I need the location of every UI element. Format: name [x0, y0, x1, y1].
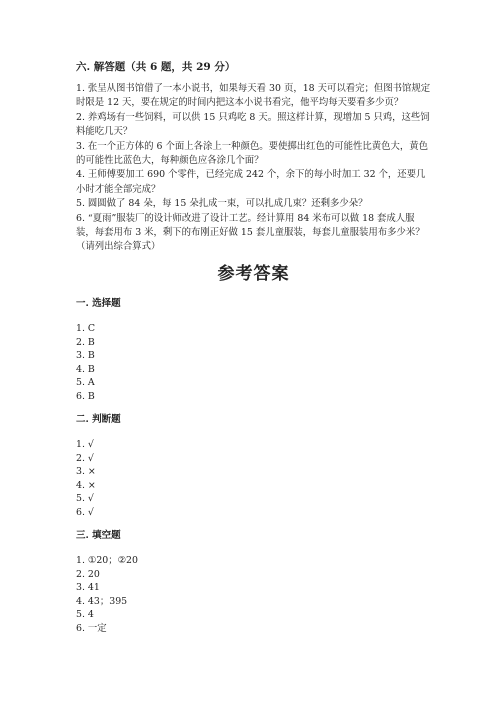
judge-section-title: 二. 判断题: [76, 414, 121, 425]
choice-answer-1: 1. C: [76, 323, 96, 334]
judge-answer-1: 1. √: [76, 439, 94, 450]
question-2: 2. 养鸡场有一些饲料，可以供 15 只鸡吃 8 天。照这样计算，现增加 5 只鸡，这些饲料能吃几天？: [76, 111, 430, 138]
question-4: 4. 王师傅要加工 690 个零件，已经完成 242 个，余下的每小时加工 32 个，还要几小时才能全部完成？: [76, 169, 426, 195]
judge-answer-6: 6. √: [76, 506, 94, 518]
judge-answer-list: [76, 438, 96, 520]
answer-key-heading: 参考答案: [217, 264, 290, 284]
choice-section-title: 一. 选择题: [76, 298, 121, 309]
section-6-title: 六. 解答题（共 6 题，共 29 分）: [76, 61, 236, 73]
fill-answer-1: 1. ①20；②20: [76, 555, 138, 566]
fill-answer-3: 3. 41: [76, 582, 100, 594]
fill-answer-list: [76, 554, 138, 636]
judge-answer-4: 4. ×: [76, 479, 96, 491]
question-6: 6. “夏雨”服装厂的设计师改进了设计工艺。经计算用 84 米布可以做 18 套成人服装，每套用布 3 米，剩下的布刚正好做 15 套儿童服装，每套儿童服装用布多少米？（请列出综合算式）: [76, 212, 425, 253]
fill-answer-5: 5. 4: [76, 609, 94, 621]
choice-answer-3: 3. B: [76, 350, 95, 362]
judge-answer-2: 2. √: [76, 452, 94, 464]
choice-answer-2: 2. B: [76, 336, 95, 348]
choice-answer-4: 4. B: [76, 363, 95, 375]
choice-answer-5: 5. A: [76, 377, 95, 389]
fill-answer-4: 4. 43；395: [76, 595, 128, 607]
document-page: [76, 0, 431, 707]
choice-answer-list: [76, 322, 95, 404]
question-5: 5. 圆圆做了 84 朵，每 15 朵扎成一束，可以扎成几束？还剩多少朵？: [76, 198, 368, 210]
choice-answer-6: 6. B: [76, 390, 95, 402]
judge-answer-3: 3. ×: [76, 466, 96, 478]
section-6-question-list: [76, 82, 431, 255]
fill-answer-6: 6. 一定: [76, 622, 107, 634]
judge-answer-5: 5. √: [76, 493, 94, 505]
fill-answer-2: 2. 20: [76, 568, 100, 580]
question-3: 3. 在一个正方体的 6 个面上各涂上一种颜色。要使掷出红色的可能性比黄色大，黄色的可能性比蓝色大，每种颜色应各涂几个面？: [76, 140, 428, 167]
question-1: 1. 张呈从图书馆借了一本小说书，如果每天看 30 页，18 天可以看完；但图书馆规定时限是 12 天，要在规定的时间内把这本小说书看完，他平均每天要看多少页？: [76, 83, 431, 109]
fill-section-title: 三. 填空题: [76, 530, 121, 541]
